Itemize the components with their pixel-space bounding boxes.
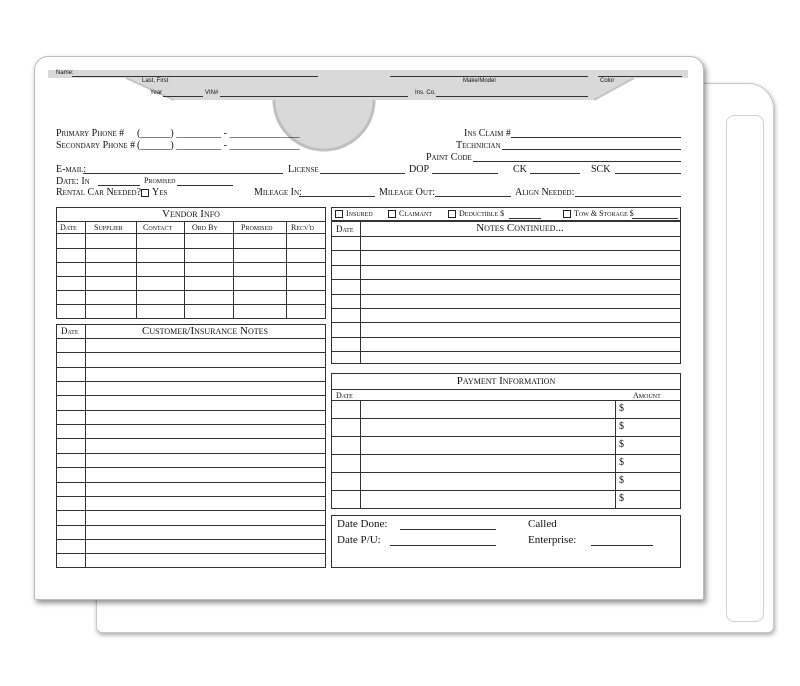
payment-amount-currency: $	[619, 421, 624, 432]
mileage-in-field[interactable]	[299, 196, 375, 197]
rental-car-label: Rental Car Needed?	[56, 187, 142, 198]
payment-date-label: Date	[336, 391, 353, 400]
name-label: Name:	[56, 70, 74, 76]
sck-field[interactable]	[615, 173, 681, 174]
vendor-info-title: Vendor Info	[162, 208, 220, 220]
customer-notes-row-line	[57, 395, 325, 396]
notes-continued-row-line	[332, 250, 680, 251]
customer-notes-row-line	[57, 482, 325, 483]
notes-continued-table	[331, 221, 681, 364]
align-needed-label: Align Needed:	[515, 187, 575, 198]
date-pu-label: Date P/U:	[337, 534, 381, 546]
technician-field[interactable]	[502, 149, 681, 150]
last-first-caption: Last, First	[142, 78, 169, 84]
date-pu-field[interactable]	[390, 545, 496, 546]
payment-row-line	[332, 400, 680, 401]
payment-row-line	[332, 418, 680, 419]
align-needed-field[interactable]	[575, 196, 681, 197]
paint-code-field[interactable]	[473, 161, 681, 162]
year-field[interactable]	[163, 96, 203, 97]
email-label: E-mail:	[56, 164, 87, 175]
promised-field[interactable]	[177, 185, 233, 186]
customer-notes-row-line	[57, 467, 325, 468]
ins-claim-field[interactable]	[511, 137, 681, 138]
color-field[interactable]	[598, 76, 682, 77]
claimant-checkbox[interactable]	[388, 210, 396, 218]
vendor-col-date: Date	[60, 223, 77, 232]
make-model-caption: Make/Model	[463, 78, 496, 84]
customer-notes-row-line	[57, 424, 325, 425]
customer-notes-row-line	[57, 367, 325, 368]
vendor-col-supplier: Supplier	[94, 223, 123, 232]
claim-options-row	[331, 207, 681, 221]
notes-continued-title: Notes Continued...	[476, 222, 564, 234]
vendor-col-contact: Contact	[143, 223, 173, 232]
vendor-col-promised: Promised	[241, 223, 273, 232]
tow-storage-checkbox[interactable]	[563, 210, 571, 218]
customer-notes-title: Customer/Insurance Notes	[142, 325, 268, 337]
payment-amount-currency: $	[619, 493, 624, 504]
called-label: Called	[528, 518, 557, 530]
mileage-out-field[interactable]	[435, 196, 511, 197]
notes-continued-row-line	[332, 294, 680, 295]
ck-label: CK	[513, 164, 527, 175]
enterprise-field[interactable]	[591, 545, 653, 546]
license-label: License	[288, 164, 319, 175]
secondary-phone-label: Secondary Phone #	[56, 140, 136, 151]
notes-continued-date-label: Date	[336, 224, 354, 234]
payment-row-line	[332, 436, 680, 437]
vendor-col-ord-by: Ord By	[192, 223, 218, 232]
payment-amount-currency: $	[619, 403, 624, 414]
tow-storage-option[interactable]	[563, 209, 634, 218]
deductible-text: Deductible $	[459, 209, 505, 218]
back-folder-side-strip	[726, 115, 764, 622]
vendor-col-recvd: Recv'd	[291, 223, 315, 232]
rental-yes-checkbox[interactable]	[141, 189, 149, 197]
insured-checkbox[interactable]	[335, 210, 343, 218]
enterprise-label: Enterprise:	[528, 534, 577, 546]
notes-continued-row-line	[332, 236, 680, 237]
mileage-in-label: Mileage In:	[254, 187, 302, 198]
ins-claim-label: Ins Claim #	[464, 128, 511, 139]
claimant-option[interactable]	[388, 209, 432, 218]
insured-option[interactable]	[335, 209, 373, 218]
dop-field[interactable]	[432, 173, 498, 174]
customer-notes-row-line	[57, 381, 325, 382]
customer-notes-row-line	[57, 338, 325, 339]
customer-notes-date-label: Date	[61, 326, 79, 336]
payment-title: Payment Information	[456, 375, 556, 387]
customer-notes-table	[56, 324, 326, 568]
customer-notes-row-line	[57, 410, 325, 411]
tow-storage-text: Tow & Storage $	[574, 209, 634, 218]
deductible-field[interactable]	[509, 218, 541, 219]
technician-label: Technician	[456, 140, 501, 151]
notes-continued-row-line	[332, 265, 680, 266]
primary-phone-label: Primary Phone #	[56, 128, 125, 139]
notes-continued-row-line	[332, 308, 680, 309]
customer-notes-row-line	[57, 553, 325, 554]
paint-code-label: Paint Code	[426, 152, 472, 163]
dop-label: DOP	[409, 164, 430, 175]
customer-notes-row-line	[57, 525, 325, 526]
ins-co-label: Ins. Co.	[415, 90, 436, 96]
deductible-checkbox[interactable]	[448, 210, 456, 218]
payment-info-table	[331, 373, 681, 509]
payment-amount-currency: $	[619, 439, 624, 450]
email-field[interactable]	[83, 173, 283, 174]
date-done-label: Date Done:	[337, 518, 388, 530]
ck-field[interactable]	[530, 173, 580, 174]
sck-label: SCK	[591, 164, 611, 175]
payment-row-line	[332, 454, 680, 455]
year-label: Year	[150, 90, 163, 96]
secondary-phone-field[interactable]: (______) _________ - ______________	[137, 140, 300, 151]
rental-yes-text: Yes	[152, 187, 168, 198]
promised-label: Promised	[144, 176, 176, 185]
notes-continued-row-line	[332, 337, 680, 338]
payment-amount-currency: $	[619, 475, 624, 486]
ins-co-field[interactable]	[436, 96, 588, 97]
customer-notes-row-line	[57, 496, 325, 497]
payment-amount-currency: $	[619, 457, 624, 468]
primary-phone-field[interactable]: (______) _________ - ______________	[137, 128, 300, 139]
color-caption: Color	[600, 78, 615, 84]
date-in-label: Date: In	[56, 176, 90, 187]
customer-notes-row-line	[57, 352, 325, 353]
notes-continued-row-line	[332, 279, 680, 280]
license-field[interactable]	[320, 173, 405, 174]
customer-notes-row-line	[57, 510, 325, 511]
name-field[interactable]	[72, 76, 318, 77]
payment-amount-label: Amount	[633, 391, 661, 400]
payment-row-line	[332, 472, 680, 473]
deductible-option[interactable]	[448, 209, 504, 218]
completion-box	[331, 515, 681, 568]
date-in-field[interactable]	[98, 185, 140, 186]
mileage-out-label: Mileage Out:	[379, 187, 435, 198]
notes-continued-row-line	[332, 351, 680, 352]
claimant-text: Claimant	[399, 209, 432, 218]
make-model-field[interactable]	[390, 76, 588, 77]
tow-storage-field[interactable]	[632, 218, 678, 219]
vin-field[interactable]	[220, 96, 408, 97]
notes-continued-row-line	[332, 322, 680, 323]
rental-yes-option[interactable]	[141, 187, 167, 198]
date-done-field[interactable]	[400, 529, 496, 530]
customer-notes-row-line	[57, 438, 325, 439]
vendor-info-table	[56, 207, 326, 319]
vin-label: VIN#	[205, 90, 219, 96]
customer-notes-row-line	[57, 539, 325, 540]
payment-row-line	[332, 490, 680, 491]
insured-text: Insured	[346, 209, 373, 218]
customer-notes-row-line	[57, 453, 325, 454]
